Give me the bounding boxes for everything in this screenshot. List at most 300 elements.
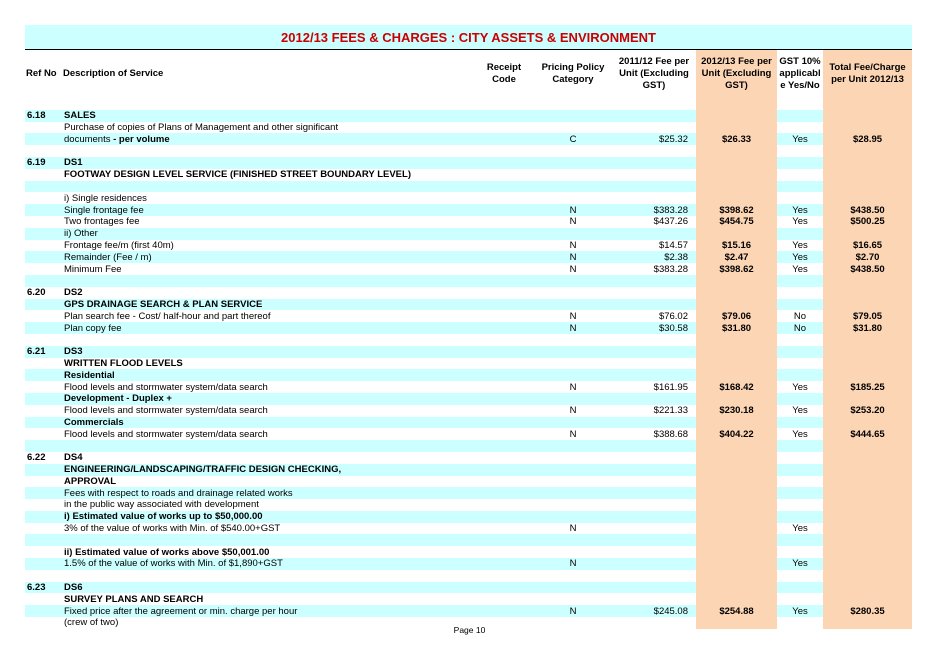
pricing-policy-cell — [534, 145, 612, 157]
description-cell — [62, 511, 474, 523]
pricing-policy-cell — [534, 546, 612, 558]
current-fee-cell — [696, 523, 777, 535]
description-cell — [62, 181, 474, 193]
gst-cell: Yes — [777, 251, 823, 263]
description-cell — [62, 334, 474, 346]
receipt-code-cell — [474, 216, 534, 228]
current-fee-cell — [696, 558, 777, 570]
gst-cell: Yes — [777, 216, 823, 228]
total-fee-cell — [823, 181, 912, 193]
table-row — [25, 440, 912, 452]
current-fee-cell — [696, 299, 777, 311]
total-fee-cell — [823, 110, 912, 122]
ref-cell — [25, 511, 62, 523]
receipt-code-cell — [474, 310, 534, 322]
table-row — [25, 582, 912, 594]
current-fee-cell — [696, 110, 777, 122]
header-row — [25, 50, 912, 98]
description-cell — [62, 346, 474, 358]
total-fee-cell: $16.65 — [823, 240, 912, 252]
receipt-code-cell — [474, 98, 534, 110]
gst-cell — [777, 192, 823, 204]
pricing-policy-cell — [534, 476, 612, 488]
description-cell — [62, 428, 474, 440]
gst-cell: Yes — [777, 263, 823, 275]
description-text: in the public way associated with development — [64, 499, 259, 511]
table-row — [25, 157, 912, 169]
total-fee-cell — [823, 476, 912, 488]
pricing-policy-cell — [534, 393, 612, 405]
description-cell — [62, 476, 474, 488]
gst-cell — [777, 534, 823, 546]
current-fee-cell — [696, 440, 777, 452]
table-row — [25, 393, 912, 405]
description-text: ENGINEERING/LANDSCAPING/TRAFFIC DESIGN CHECKING, — [64, 464, 342, 476]
prev-fee-cell: $383.28 — [612, 204, 696, 216]
receipt-code-cell — [474, 322, 534, 334]
receipt-code-cell — [474, 487, 534, 499]
description-cell — [62, 240, 474, 252]
receipt-code-cell — [474, 169, 534, 181]
gst-cell — [777, 157, 823, 169]
ref-cell — [25, 251, 62, 263]
prev-fee-cell — [612, 157, 696, 169]
table-row — [25, 169, 912, 181]
ref-cell — [25, 358, 62, 370]
gst-cell: Yes — [777, 240, 823, 252]
description-text: Fixed price after the agreement or min. charge per hour — [64, 605, 298, 617]
table-row — [25, 299, 912, 311]
total-fee-cell — [823, 369, 912, 381]
current-fee-cell — [696, 546, 777, 558]
total-fee-cell — [823, 440, 912, 452]
description-text: Development - Duplex + — [64, 393, 172, 405]
header-ref: Ref No — [25, 50, 62, 98]
header-current-fee: 2012/13 Fee per Unit (Excluding GST) — [696, 50, 777, 98]
current-fee-cell — [696, 476, 777, 488]
table-row — [25, 251, 912, 263]
table-row — [25, 452, 912, 464]
pricing-policy-cell — [534, 511, 612, 523]
gst-cell: No — [777, 322, 823, 334]
description-text: DS1 — [64, 157, 83, 169]
total-fee-cell — [823, 157, 912, 169]
prev-fee-cell — [612, 275, 696, 287]
ref-cell: 6.21 — [25, 346, 62, 358]
ref-cell — [25, 192, 62, 204]
ref-cell — [25, 334, 62, 346]
current-fee-cell — [696, 511, 777, 523]
receipt-code-cell — [474, 204, 534, 216]
description-cell — [62, 523, 474, 535]
total-fee-cell — [823, 192, 912, 204]
prev-fee-cell — [612, 440, 696, 452]
ref-cell — [25, 133, 62, 145]
prev-fee-cell — [612, 499, 696, 511]
header-pricing-policy: Pricing Policy Category — [534, 50, 612, 98]
total-fee-cell: $253.20 — [823, 405, 912, 417]
description-emphasis: - per volume — [110, 133, 170, 145]
current-fee-cell: $230.18 — [696, 405, 777, 417]
gst-cell — [777, 582, 823, 594]
ref-cell: 6.22 — [25, 452, 62, 464]
description-text: i) Single residences — [64, 192, 147, 204]
pricing-policy-cell — [534, 358, 612, 370]
gst-cell — [777, 299, 823, 311]
total-fee-cell: $444.65 — [823, 428, 912, 440]
table-row — [25, 511, 912, 523]
gst-cell — [777, 287, 823, 299]
ref-cell: 6.23 — [25, 582, 62, 594]
receipt-code-cell — [474, 334, 534, 346]
description-text: 1.5% of the value of works with Min. of $1,890+GST — [64, 558, 283, 570]
receipt-code-cell — [474, 299, 534, 311]
fees-sheet — [25, 25, 912, 629]
prev-fee-cell — [612, 122, 696, 134]
gst-cell — [777, 369, 823, 381]
prev-fee-cell — [612, 417, 696, 429]
description-cell — [62, 452, 474, 464]
current-fee-cell — [696, 417, 777, 429]
description-cell — [62, 216, 474, 228]
table-row — [25, 523, 912, 535]
table-row — [25, 593, 912, 605]
ref-cell — [25, 593, 62, 605]
ref-cell: 6.18 — [25, 110, 62, 122]
gst-cell — [777, 417, 823, 429]
total-fee-cell: $438.50 — [823, 263, 912, 275]
ref-cell — [25, 487, 62, 499]
gst-cell — [777, 393, 823, 405]
gst-cell — [777, 346, 823, 358]
table-row — [25, 110, 912, 122]
description-text: Plan copy fee — [64, 322, 122, 334]
table-row — [25, 405, 912, 417]
ref-cell — [25, 275, 62, 287]
receipt-code-cell — [474, 582, 534, 594]
table-row — [25, 605, 912, 617]
prev-fee-cell: $2.38 — [612, 251, 696, 263]
description-cell — [62, 570, 474, 582]
current-fee-cell — [696, 169, 777, 181]
table-row — [25, 334, 912, 346]
ref-cell — [25, 393, 62, 405]
pricing-policy-cell — [534, 346, 612, 358]
prev-fee-cell: $161.95 — [612, 381, 696, 393]
receipt-code-cell — [474, 381, 534, 393]
receipt-code-cell — [474, 369, 534, 381]
current-fee-cell: $254.88 — [696, 605, 777, 617]
prev-fee-cell — [612, 369, 696, 381]
gst-cell — [777, 110, 823, 122]
header-receipt-code: Receipt Code — [474, 50, 534, 98]
ref-cell: 6.20 — [25, 287, 62, 299]
receipt-code-cell — [474, 145, 534, 157]
receipt-code-cell — [474, 393, 534, 405]
receipt-code-cell — [474, 275, 534, 287]
total-fee-cell — [823, 546, 912, 558]
ref-cell — [25, 417, 62, 429]
gst-cell: Yes — [777, 523, 823, 535]
pricing-policy-cell — [534, 582, 612, 594]
table-row — [25, 381, 912, 393]
table-row — [25, 464, 912, 476]
ref-cell — [25, 204, 62, 216]
current-fee-cell — [696, 534, 777, 546]
receipt-code-cell — [474, 228, 534, 240]
gst-cell — [777, 334, 823, 346]
ref-cell — [25, 534, 62, 546]
pricing-policy-cell: C — [534, 133, 612, 145]
total-fee-cell — [823, 534, 912, 546]
current-fee-cell — [696, 122, 777, 134]
description-cell — [62, 558, 474, 570]
prev-fee-cell — [612, 181, 696, 193]
pricing-policy-cell — [534, 534, 612, 546]
prev-fee-cell — [612, 464, 696, 476]
pricing-policy-cell: N — [534, 251, 612, 263]
total-fee-cell — [823, 299, 912, 311]
pricing-policy-cell: N — [534, 322, 612, 334]
total-fee-cell — [823, 570, 912, 582]
table-row — [25, 487, 912, 499]
description-cell — [62, 251, 474, 263]
table-row — [25, 558, 912, 570]
description-cell — [62, 310, 474, 322]
table-row — [25, 122, 912, 134]
prev-fee-cell — [612, 334, 696, 346]
receipt-code-cell — [474, 263, 534, 275]
table-row — [25, 228, 912, 240]
prev-fee-cell: $25.32 — [612, 133, 696, 145]
description-text: GPS DRAINAGE SEARCH & PLAN SERVICE — [64, 298, 263, 310]
table-row — [25, 263, 912, 275]
prev-fee-cell — [612, 546, 696, 558]
description-text: Frontage fee/m (first 40m) — [64, 239, 174, 251]
pricing-policy-cell: N — [534, 310, 612, 322]
ref-cell — [25, 464, 62, 476]
current-fee-cell: $168.42 — [696, 381, 777, 393]
description-cell — [62, 499, 474, 511]
current-fee-cell: $15.16 — [696, 240, 777, 252]
gst-cell: Yes — [777, 605, 823, 617]
total-fee-cell: $500.25 — [823, 216, 912, 228]
prev-fee-cell: $221.33 — [612, 405, 696, 417]
description-cell — [62, 322, 474, 334]
total-fee-cell — [823, 499, 912, 511]
prev-fee-cell — [612, 287, 696, 299]
current-fee-cell — [696, 464, 777, 476]
gst-cell — [777, 145, 823, 157]
prev-fee-cell — [612, 110, 696, 122]
pricing-policy-cell: N — [534, 523, 612, 535]
current-fee-cell — [696, 582, 777, 594]
gst-cell — [777, 464, 823, 476]
ref-cell — [25, 428, 62, 440]
table-row — [25, 322, 912, 334]
receipt-code-cell — [474, 464, 534, 476]
table-row — [25, 546, 912, 558]
description-cell — [62, 98, 474, 110]
ref-cell — [25, 381, 62, 393]
total-fee-cell — [823, 122, 912, 134]
pricing-policy-cell — [534, 499, 612, 511]
pricing-policy-cell: N — [534, 216, 612, 228]
total-fee-cell — [823, 558, 912, 570]
total-fee-cell: $28.95 — [823, 133, 912, 145]
receipt-code-cell — [474, 346, 534, 358]
current-fee-cell — [696, 346, 777, 358]
receipt-code-cell — [474, 534, 534, 546]
prev-fee-cell: $14.57 — [612, 240, 696, 252]
current-fee-cell — [696, 192, 777, 204]
description-cell — [62, 582, 474, 594]
ref-cell — [25, 558, 62, 570]
description-cell — [62, 169, 474, 181]
table-row — [25, 216, 912, 228]
prev-fee-cell — [612, 487, 696, 499]
description-cell — [62, 110, 474, 122]
current-fee-cell: $398.62 — [696, 263, 777, 275]
pricing-policy-cell — [534, 275, 612, 287]
prev-fee-cell — [612, 393, 696, 405]
description-cell — [62, 369, 474, 381]
ref-cell — [25, 145, 62, 157]
table-row — [25, 570, 912, 582]
prev-fee-cell: $30.58 — [612, 322, 696, 334]
description-cell — [62, 546, 474, 558]
pricing-policy-cell — [534, 570, 612, 582]
current-fee-cell — [696, 98, 777, 110]
receipt-code-cell — [474, 523, 534, 535]
description-cell — [62, 417, 474, 429]
prev-fee-cell — [612, 169, 696, 181]
receipt-code-cell — [474, 593, 534, 605]
description-cell — [62, 593, 474, 605]
description-cell — [62, 275, 474, 287]
gst-cell — [777, 358, 823, 370]
total-fee-cell — [823, 523, 912, 535]
gst-cell: Yes — [777, 381, 823, 393]
gst-cell: Yes — [777, 558, 823, 570]
header-prev-fee: 2011/12 Fee per Unit (Excluding GST) — [612, 50, 696, 98]
current-fee-cell: $79.06 — [696, 310, 777, 322]
current-fee-cell — [696, 570, 777, 582]
page-title: 2012/13 FEES & CHARGES : CITY ASSETS & ENVIRONMENT — [25, 25, 912, 50]
gst-cell — [777, 487, 823, 499]
prev-fee-cell — [612, 582, 696, 594]
receipt-code-cell — [474, 181, 534, 193]
pricing-policy-cell — [534, 98, 612, 110]
description-cell — [62, 393, 474, 405]
current-fee-cell: $26.33 — [696, 133, 777, 145]
description-text: Single frontage fee — [64, 204, 144, 216]
gst-cell — [777, 98, 823, 110]
ref-cell — [25, 476, 62, 488]
prev-fee-cell — [612, 558, 696, 570]
current-fee-cell — [696, 393, 777, 405]
pricing-policy-cell — [534, 369, 612, 381]
pricing-policy-cell: N — [534, 240, 612, 252]
fees-table — [25, 50, 912, 629]
pricing-policy-cell — [534, 440, 612, 452]
prev-fee-cell — [612, 511, 696, 523]
description-text: Residential — [64, 369, 115, 381]
pricing-policy-cell: N — [534, 428, 612, 440]
pricing-policy-cell: N — [534, 405, 612, 417]
ref-cell — [25, 216, 62, 228]
current-fee-cell — [696, 358, 777, 370]
pricing-policy-cell: N — [534, 204, 612, 216]
gst-cell: Yes — [777, 428, 823, 440]
prev-fee-cell — [612, 452, 696, 464]
description-text: documents — [64, 133, 111, 145]
prev-fee-cell: $245.08 — [612, 605, 696, 617]
receipt-code-cell — [474, 417, 534, 429]
description-cell — [62, 192, 474, 204]
ref-cell — [25, 299, 62, 311]
total-fee-cell — [823, 98, 912, 110]
prev-fee-cell — [612, 346, 696, 358]
table-row — [25, 192, 912, 204]
ref-cell — [25, 169, 62, 181]
table-row — [25, 98, 912, 110]
table-row — [25, 181, 912, 193]
header-total-fee: Total Fee/Charge per Unit 2012/13 — [823, 50, 912, 98]
pricing-policy-cell — [534, 122, 612, 134]
prev-fee-cell — [612, 192, 696, 204]
total-fee-cell — [823, 287, 912, 299]
pricing-policy-cell: N — [534, 263, 612, 275]
gst-cell — [777, 452, 823, 464]
description-cell — [62, 487, 474, 499]
description-text: Flood levels and stormwater system/data search — [64, 428, 268, 440]
total-fee-cell — [823, 275, 912, 287]
receipt-code-cell — [474, 476, 534, 488]
current-fee-cell — [696, 334, 777, 346]
receipt-code-cell — [474, 546, 534, 558]
gst-cell — [777, 228, 823, 240]
table-row — [25, 240, 912, 252]
description-text: Two frontages fee — [64, 216, 140, 228]
header-gst: GST 10% applicabl e Yes/No — [777, 50, 823, 98]
current-fee-cell — [696, 499, 777, 511]
current-fee-cell — [696, 157, 777, 169]
description-text: DS6 — [64, 582, 83, 594]
total-fee-cell — [823, 582, 912, 594]
description-cell — [62, 287, 474, 299]
description-cell — [62, 145, 474, 157]
pricing-policy-cell — [534, 110, 612, 122]
description-text: Flood levels and stormwater system/data search — [64, 405, 268, 417]
current-fee-cell — [696, 287, 777, 299]
current-fee-cell: $404.22 — [696, 428, 777, 440]
gst-cell — [777, 546, 823, 558]
description-text: DS4 — [64, 452, 83, 464]
description-text: ii) Other — [64, 228, 98, 240]
total-fee-cell — [823, 169, 912, 181]
description-text: Remainder (Fee / m) — [64, 251, 152, 263]
gst-cell — [777, 570, 823, 582]
ref-cell — [25, 263, 62, 275]
table-row — [25, 133, 912, 145]
pricing-policy-cell — [534, 464, 612, 476]
description-text: Minimum Fee — [64, 263, 122, 275]
total-fee-cell: $185.25 — [823, 381, 912, 393]
receipt-code-cell — [474, 558, 534, 570]
current-fee-cell — [696, 369, 777, 381]
current-fee-cell — [696, 228, 777, 240]
